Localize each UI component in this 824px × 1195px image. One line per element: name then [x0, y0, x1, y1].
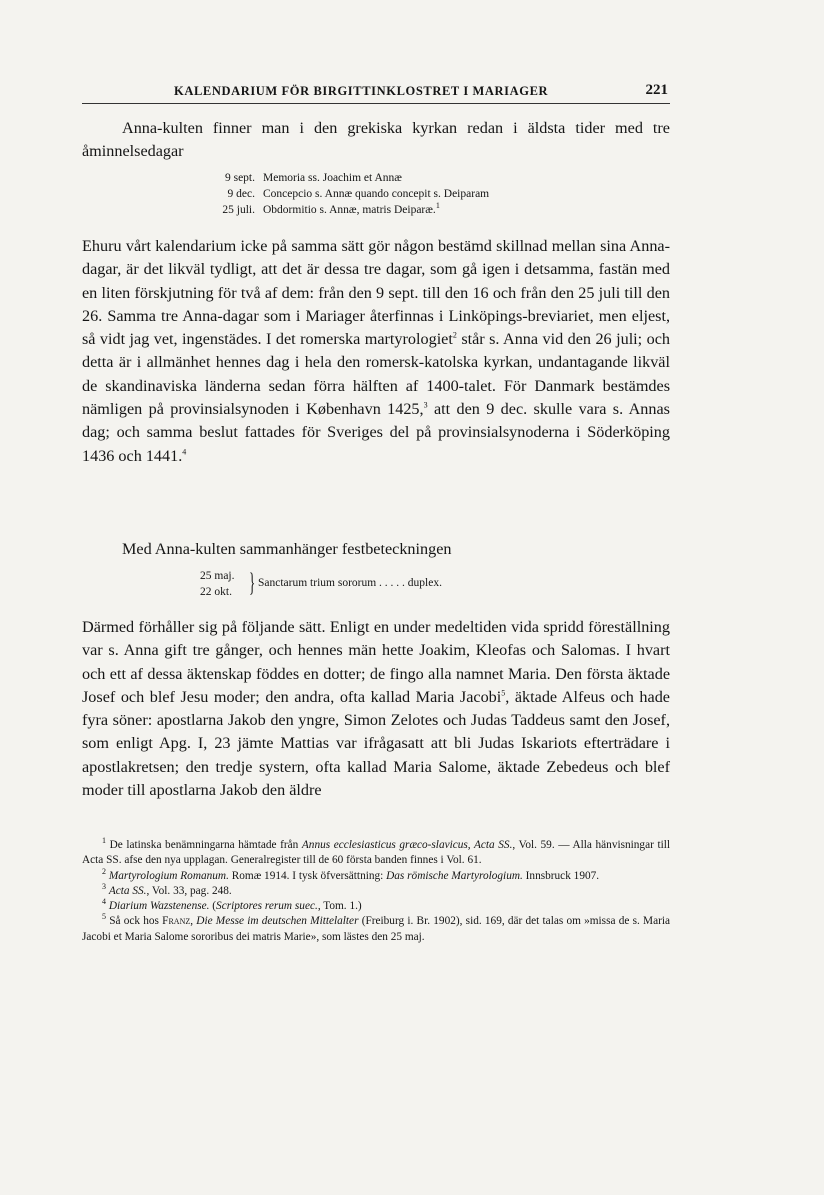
feast-name: Sanctarum trium sororum . . . . . duplex.: [258, 577, 442, 589]
running-title: KALENDARIUM FÖR BIRGITTINKLOSTRET I MARIAGER: [174, 84, 549, 98]
text-run: Därmed förhåller sig på följande sätt. Enligt en under medeltiden vida spridd föreställning var s. Anna gift tre gånger, och hennes män hette Joakim, Kleofas och Salomas. I hvart och ett af dessa äktenskap föddes en dotter; de fingo alla namnet Maria. Den första äktade Josef och blef Jesu moder; den andra, ofta kallad Maria Jacobi: [82, 618, 670, 706]
footnote-ref: 5: [501, 688, 506, 698]
text-run: Die Messe im deutschen Mittelalter: [196, 915, 359, 928]
running-header: [82, 83, 670, 104]
commemoration-text: Concepcio s. Annæ quando concepit s. Deiparam: [263, 188, 490, 200]
text-run: Das römische Martyrologium.: [386, 869, 523, 882]
text-run: Acta SS.: [108, 884, 147, 897]
footnote-number: 3: [102, 882, 106, 892]
footnote-ref: 2: [452, 330, 457, 340]
footnote-number: 5: [102, 912, 106, 922]
text-run: står s. Anna vid den 26 juli; och detta är i allmänhet hennes dag i hela den romersk-katolska kyrkan, undantagande likväl de skandinaviska länderna sedan förra hälften af 1400-talet. För Danmark bestämdes nämligen på provinsialsynoden i København 1425,: [82, 330, 670, 419]
footnote-number: 4: [102, 897, 106, 907]
footnote-5: [82, 914, 670, 945]
footnote-number: 2: [102, 866, 106, 876]
feast-date: 25 maj.: [200, 570, 235, 582]
text-run: ,: [190, 915, 197, 928]
paragraph-2: [82, 235, 670, 468]
commemoration-list: [200, 170, 489, 218]
feast-entry: [200, 568, 600, 604]
text-run: De latinska benämningarna hämtade från: [106, 839, 302, 851]
text-run: att den 9 dec. skulle vara s. Annas dag; och samma beslut fattades för Sveriges del på provinsialsynoderna i Söderköping 1436 och 1441.: [82, 400, 670, 465]
text-run: , Tom. 1.): [317, 900, 362, 913]
footnote-number: 1: [102, 836, 106, 846]
text-run: , Vol. 33, pag. 248.: [146, 884, 232, 897]
footnote-3: [82, 884, 670, 899]
text-run: Innsbruck 1907.: [522, 869, 600, 882]
author-name: Franz: [162, 915, 191, 928]
footnote-4: [82, 899, 670, 914]
commemoration-text: Obdormitio s. Annæ, matris Deiparæ.: [263, 204, 436, 216]
page-number: 221: [645, 82, 668, 98]
text-run: Annus ecclesiasticus græco-slavicus, Acta SS.: [301, 839, 513, 851]
footnote-1: [82, 838, 670, 869]
text-run: Romæ 1914. I tysk öfversättning:: [228, 869, 387, 882]
intro-paragraph: [82, 117, 670, 164]
footnote-2: [82, 866, 670, 884]
commemoration-item: [200, 170, 489, 186]
text-run: (: [209, 900, 217, 913]
paragraph-2-text: [82, 235, 670, 468]
commemoration-item: [200, 202, 489, 218]
paragraph-3-text: Med Anna-kulten sammanhänger festbeteckningen: [122, 540, 452, 558]
feast-date: 22 okt.: [200, 586, 232, 598]
paragraph-4: [82, 616, 670, 802]
text-run: Martyrologium Romanum.: [108, 869, 229, 882]
footnote-ref: 1: [435, 201, 440, 211]
commemoration-date: 9 dec.: [227, 188, 255, 200]
footnote-ref: 4: [182, 447, 187, 457]
commemoration-date: 25 juli.: [222, 204, 255, 216]
text-run: Diarium Wazstenense.: [108, 900, 210, 913]
brace-glyph: }: [249, 568, 256, 597]
text-run: , Vol. 59. — Alla hänvisningar till Acta SS. afse den nya upplagan. Generalregister till de 60 första banden finnes i Vol. 61.: [82, 839, 670, 867]
text-run: (Freiburg i. Br. 1902), sid. 169, där det talas om »missa de s. Maria Jacobi et Maria Salome sororibus dei matris Marie», som lästes den 25 maj.: [82, 915, 670, 943]
feast-dates: [200, 568, 235, 600]
commemoration-text: Memoria ss. Joachim et Annæ: [263, 172, 402, 184]
text-run: , äktade Alfeus och hade fyra söner: apostlarna Jakob den yngre, Simon Zelotes och Judas Taddeus samt den Josef, som enligt Apg. I, 23 jämte Mattias var ifrågasatt att bli Judas Iskariots efterträdare i apostlakretsen; den tredje systern, ofta kallad Maria Salome, äktade Zebedeus och blef moder till apostlarna Jakob den äldre: [82, 687, 670, 800]
intro-text: Anna-kulten finner man i den grekiska kyrkan redan i äldsta tider med tre åminnelsedagar: [82, 119, 670, 161]
text-run: Så ock hos: [106, 915, 163, 928]
commemoration-item: [200, 186, 489, 202]
paragraph-4-text: [82, 616, 670, 802]
footnote-ref: 3: [423, 400, 428, 410]
commemoration-date: 9 sept.: [224, 172, 255, 184]
footnotes: [82, 838, 670, 945]
text-run: Ehuru vårt kalendarium icke på samma sätt gör någon bestämd skillnad mellan sina Anna-dagar, är det likväl tydligt, att det är dessa tre dagar, som gå igen i detsamma, fastän med en liten förskjutning för två af dem: från den 9 sept. till den 16 och från den 25 juli till den 26. Samma tre Anna-dagar som i Mariager återfinnas i Linköpings-breviariet, men eljest, så vidt jag vet, ingenstädes. I det romerska martyrologiet: [82, 237, 670, 349]
paragraph-3: [82, 538, 670, 561]
text-run: Scriptores rerum suec.: [216, 900, 318, 913]
